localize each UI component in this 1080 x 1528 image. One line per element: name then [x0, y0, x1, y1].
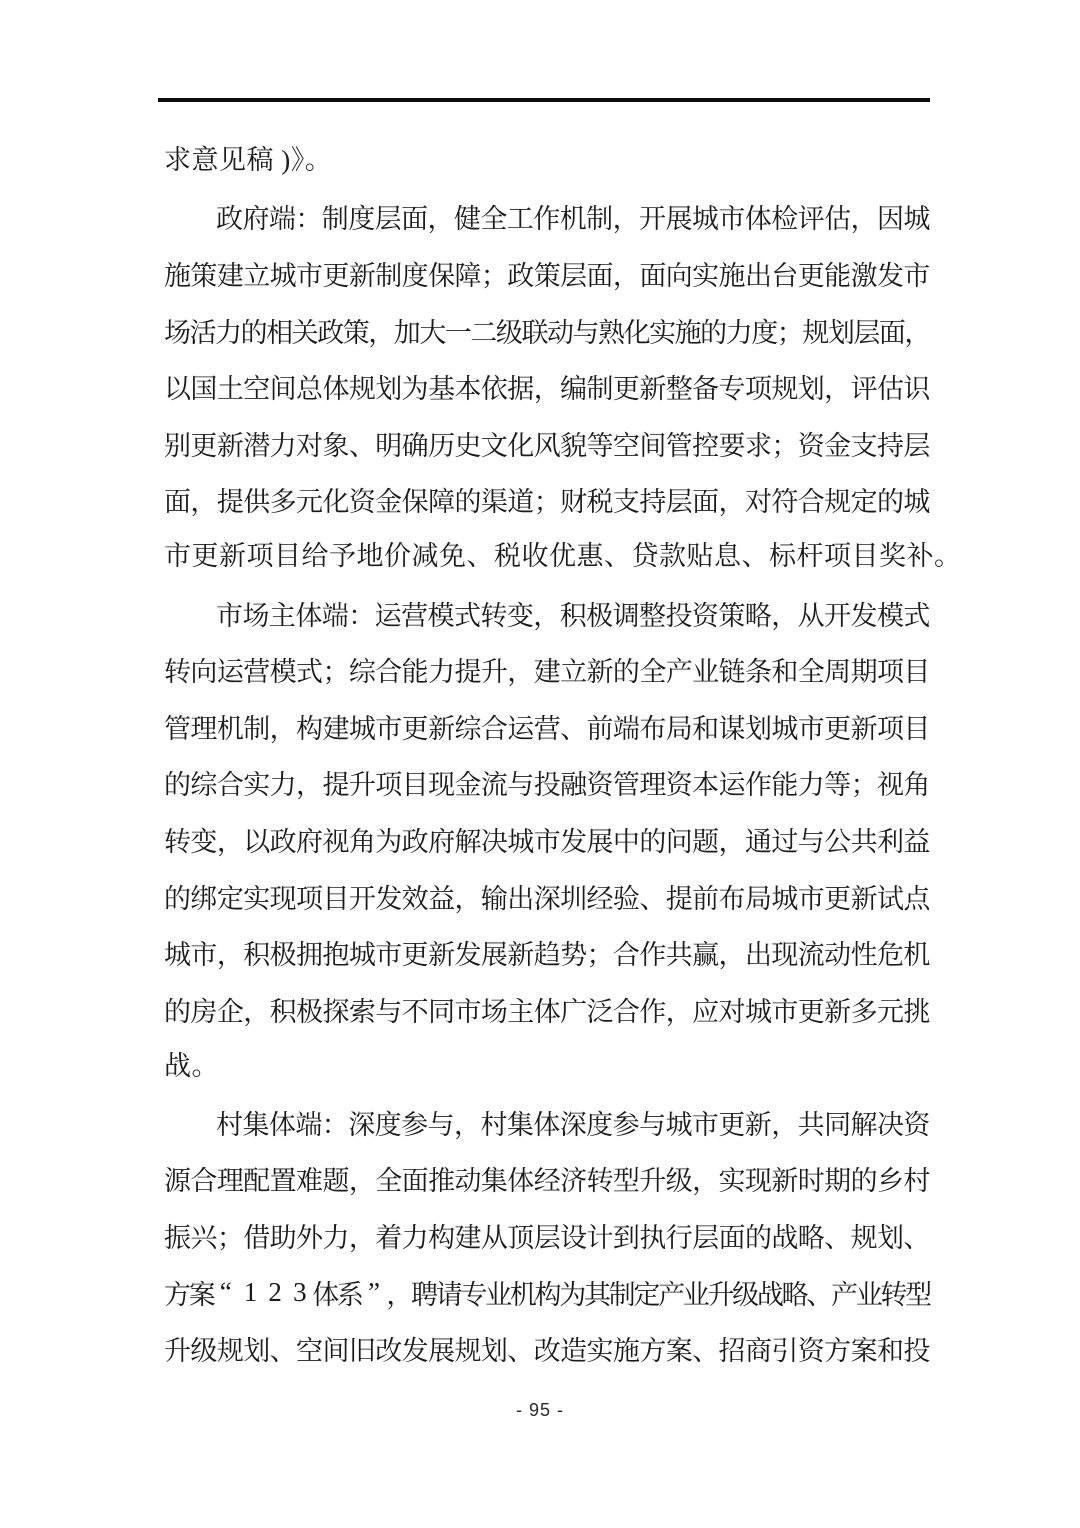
paragraph-market — [164, 585, 930, 1094]
paragraph-village — [164, 1094, 933, 1377]
paragraph-continuation — [164, 132, 930, 189]
text-line: 管 理 机 制 ， 构 建 城 市 更 新 综 合 运 营 、 前 端 布 局 和 谋 划 城 市 更 新 项 目 — [164, 713, 931, 744]
text-line: 城 市 ， 积 极 拥 抱 城 市 更 新 发 展 新 趋 势 ； 合 作 共 赢 ， 出 现 流 动 性 危 机 — [164, 940, 931, 971]
text-line: 市更新项目给予地价减免、税收优惠、贷款贴息、标杆项目奖补。 — [164, 541, 962, 572]
text-line: 转 向 运 营 模 式 ； 综 合 能 力 提 升 ， 建 立 新 的 全 产 业 链 条 和 全 周 期 项 目 — [164, 657, 931, 688]
text-line: 方 案 “ 1 2 3 体 系 ” ， 聘 请 专 业 机 构 为 其 制 定 产 业 升 级 战 略 、 产 业 转 型 — [164, 1276, 933, 1310]
text-line: 转 变 ， 以 政 府 视 角 为 政 府 解 决 城 市 发 展 中 的 问 题 ， 通 过 与 公 共 利 益 — [164, 826, 931, 857]
text-line: 场 活 力 的 相 关 政 策 ， 加 大 一 二 级 联 动 与 熟 化 实 施 的 力 度 ； 规 划 层 面 ， — [164, 317, 932, 348]
text-line: 源 合 理 配 置 难 题 ， 全 面 推 动 集 体 经 济 转 型 升 级 ， 实 现 新 时 期 的 乡 村 — [164, 1166, 931, 1197]
page-number: - 95 - — [515, 1400, 564, 1420]
text-line: 的 绑 定 实 现 项 目 开 发 效 益 ， 输 出 深 圳 经 验 、 提 前 布 局 城 市 更 新 试 点 — [164, 883, 931, 914]
text-line: 施 策 建 立 城 市 更 新 制 度 保 障 ； 政 策 层 面 ， 面 向 实 施 出 台 更 能 激 发 市 — [164, 260, 931, 291]
header-rule — [158, 98, 930, 102]
text-line: 升 级 规 划 、 空 间 旧 改 发 展 规 划 、 改 造 实 施 方 案 、 招 商 引 资 方 案 和 投 — [164, 1336, 931, 1367]
text-line: 战。 — [164, 1050, 219, 1081]
text-line: 振 兴 ； 借 助 外 力 ， 着 力 构 建 从 顶 层 设 计 到 执 行 层 面 的 战 略 、 规 划 、 — [164, 1223, 931, 1254]
text-line: 的 房 企 ， 积 极 探 索 与 不 同 市 场 主 体 广 泛 合 作 ， 应 对 城 市 更 新 多 元 挑 — [164, 996, 931, 1027]
text-line: 以 国 土 空 间 总 体 规 划 为 基 本 依 据 ， 编 制 更 新 整 备 专 项 规 划 ， 评 估 识 — [164, 374, 931, 405]
text-line: 市 场 主 体 端 ： 运 营 模 式 转 变 ， 积 极 调 整 投 资 策 略 ， 从 开 发 模 式 — [216, 600, 931, 631]
text-line: 别 更 新 潜 力 对 象 、 明 确 历 史 文 化 风 貌 等 空 间 管 控 要 求 ； 资 金 支 持 层 — [164, 430, 931, 461]
text-line: 面 ， 提 供 多 元 化 资 金 保 障 的 渠 道 ； 财 税 支 持 层 面 ， 对 符 合 规 定 的 城 — [164, 487, 931, 518]
text-line: 的 综 合 实 力 ， 提 升 项 目 现 金 流 与 投 融 资 管 理 资 本 运 作 能 力 等 ； 视 角 — [164, 770, 931, 801]
paragraph-government — [164, 189, 962, 585]
text-line: 政 府 端 ： 制 度 层 面 ， 健 全 工 作 机 制 ， 开 展 城 市 体 检 评 估 ， 因 城 — [216, 204, 931, 235]
text-line: 村 集 体 端 ： 深 度 参 与 ， 村 集 体 深 度 参 与 城 市 更 新 ， 共 同 解 决 资 — [216, 1109, 931, 1140]
document-body — [164, 132, 962, 1377]
text-line: 求意见稿 )》。 — [164, 145, 333, 175]
